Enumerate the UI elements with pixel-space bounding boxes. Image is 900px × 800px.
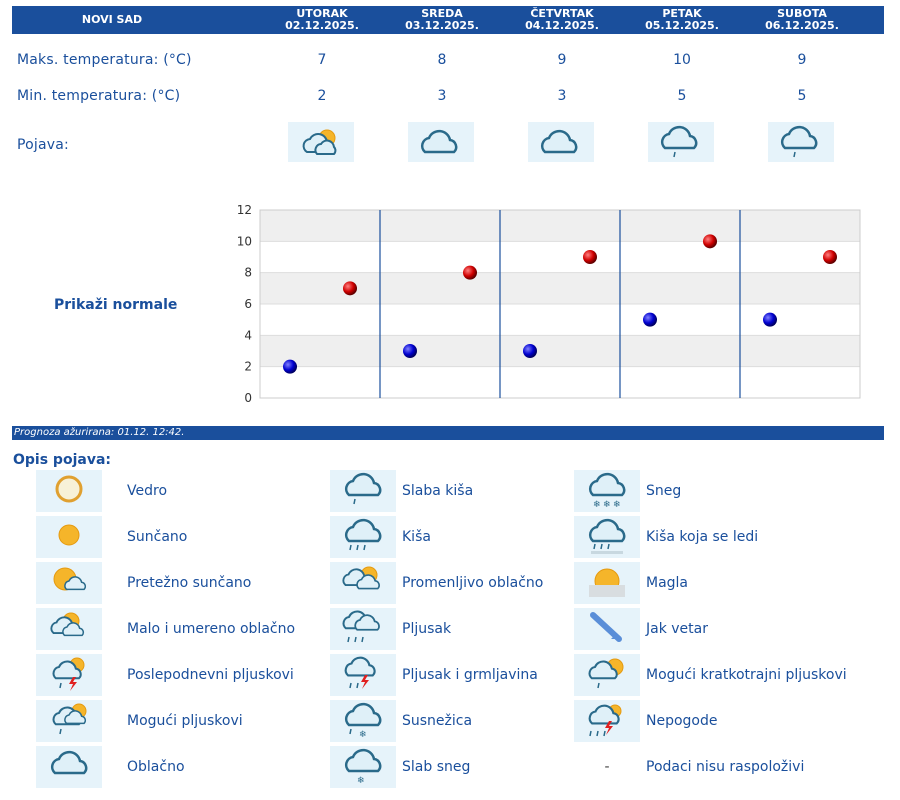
max-temp-label: Maks. temperatura: (°C)	[17, 52, 192, 68]
legend-label: Poslepodnevni pljuskovi	[127, 667, 294, 683]
partly-cloudy-light-icon	[36, 608, 102, 650]
cloudy-icon	[408, 122, 474, 162]
rain-icon	[330, 516, 396, 558]
legend-label: Kiša koja se ledi	[646, 529, 759, 545]
legend-label: Nepogode	[646, 713, 718, 729]
legend-label: Malo i umereno oblačno	[127, 621, 296, 637]
max-temp-point	[343, 281, 357, 295]
min-temp-point	[523, 344, 537, 358]
forecast-header	[12, 6, 884, 34]
light-rain-icon	[330, 470, 396, 512]
partly-cloudy-icon	[288, 122, 354, 162]
legend-label: Jak vetar	[646, 621, 708, 637]
min-temp-label: Min. temperatura: (°C)	[17, 88, 181, 104]
max-temp-point	[463, 266, 477, 280]
forecast-updated: Prognoza ažurirana: 01.12. 12:42.	[12, 426, 884, 440]
strong-wind-icon	[574, 608, 640, 650]
legend-label: Kiša	[402, 529, 431, 545]
day-header: SREDA 03.12.2025.	[405, 7, 479, 32]
light-rain-icon	[648, 122, 714, 162]
grid-band	[260, 367, 860, 398]
legend-label: Podaci nisu raspoloživi	[646, 759, 805, 775]
max-temp-value: 7	[317, 52, 327, 68]
legend-label: Sneg	[646, 483, 682, 499]
svg-text:❄: ❄	[357, 776, 365, 786]
sleet-icon	[330, 700, 396, 742]
storm-icon	[574, 700, 640, 742]
y-tick-label: 12	[236, 203, 252, 217]
y-tick-label: 10	[236, 234, 252, 249]
temperature-chart-svg	[225, 200, 870, 410]
y-tick-label: 6	[244, 297, 252, 311]
grid-band	[260, 241, 860, 272]
svg-text:❄: ❄	[593, 500, 601, 510]
max-temp-value: 9	[797, 52, 807, 68]
min-temp-point	[643, 313, 657, 327]
legend-title: Opis pojava:	[13, 452, 111, 468]
min-temp-value: 5	[797, 88, 807, 104]
city-name: NOVI SAD	[81, 13, 143, 26]
possible-showers-icon	[36, 700, 102, 742]
legend-label: Mogući pljuskovi	[127, 713, 243, 729]
min-temp-value: 3	[437, 88, 447, 104]
max-temp-point	[823, 250, 837, 264]
max-temp-point	[583, 250, 597, 264]
legend-label: Mogući kratkotrajni pljuskovi	[646, 667, 847, 683]
no-data-dash: -	[604, 759, 610, 775]
thunder-shower-icon	[330, 654, 396, 696]
y-tick-label: 2	[244, 359, 252, 374]
min-temp-point	[283, 360, 297, 374]
min-temp-value: 3	[557, 88, 567, 104]
sunny-icon	[36, 516, 102, 558]
cloudy-icon	[36, 746, 102, 788]
day-header: ČETVRTAK 04.12.2025.	[525, 7, 599, 32]
day-header: PETAK 05.12.2025.	[645, 7, 719, 32]
freezing-rain-icon	[574, 516, 640, 558]
shower-icon	[330, 608, 396, 650]
max-temp-value: 10	[673, 52, 691, 68]
legend-label: Susnežica	[402, 713, 473, 729]
brief-showers-icon	[574, 654, 640, 696]
min-temp-value: 5	[677, 88, 687, 104]
legend-label: Sunčano	[127, 529, 188, 545]
light-rain-icon	[768, 122, 834, 162]
legend-label: Oblačno	[127, 759, 185, 775]
day-header: UTORAK 02.12.2025.	[285, 7, 359, 32]
legend-label: Slab sneg	[402, 759, 471, 775]
day-header: SUBOTA 06.12.2025.	[765, 7, 839, 32]
y-tick-label: 0	[244, 391, 252, 405]
legend-label: Pljusak	[402, 621, 452, 637]
max-temp-value: 9	[557, 52, 567, 68]
svg-text:❄: ❄	[603, 500, 611, 510]
cloudy-icon	[528, 122, 594, 162]
light-snow-icon	[330, 746, 396, 788]
y-tick-label: 8	[244, 265, 252, 280]
svg-text:❄: ❄	[613, 500, 621, 510]
temperature-chart	[225, 200, 870, 410]
phenomenon-label: Pojava:	[17, 137, 69, 153]
legend-label: Vedro	[127, 483, 168, 499]
clear-sky-icon	[36, 470, 102, 512]
min-temp-value: 2	[317, 88, 327, 104]
show-normals-link[interactable]: Prikaži normale	[54, 297, 178, 313]
y-tick-label: 4	[244, 328, 252, 343]
grid-band	[260, 210, 860, 241]
variable-cloudy-icon	[330, 562, 396, 604]
legend-label: Promenljivo oblačno	[402, 575, 544, 591]
fog-icon	[574, 562, 640, 604]
legend-label: Pljusak i grmljavina	[402, 667, 538, 683]
legend-label: Pretežno sunčano	[127, 575, 252, 591]
svg-text:❄: ❄	[359, 730, 367, 740]
afternoon-showers-icon	[36, 654, 102, 696]
max-temp-point	[703, 234, 717, 248]
mostly-sunny-icon	[36, 562, 102, 604]
legend-label: Magla	[646, 575, 689, 591]
snow-icon	[574, 470, 640, 512]
grid-band	[260, 335, 860, 366]
min-temp-point	[763, 313, 777, 327]
max-temp-value: 8	[437, 52, 447, 68]
legend-label: Slaba kiša	[402, 483, 474, 499]
min-temp-point	[403, 344, 417, 358]
